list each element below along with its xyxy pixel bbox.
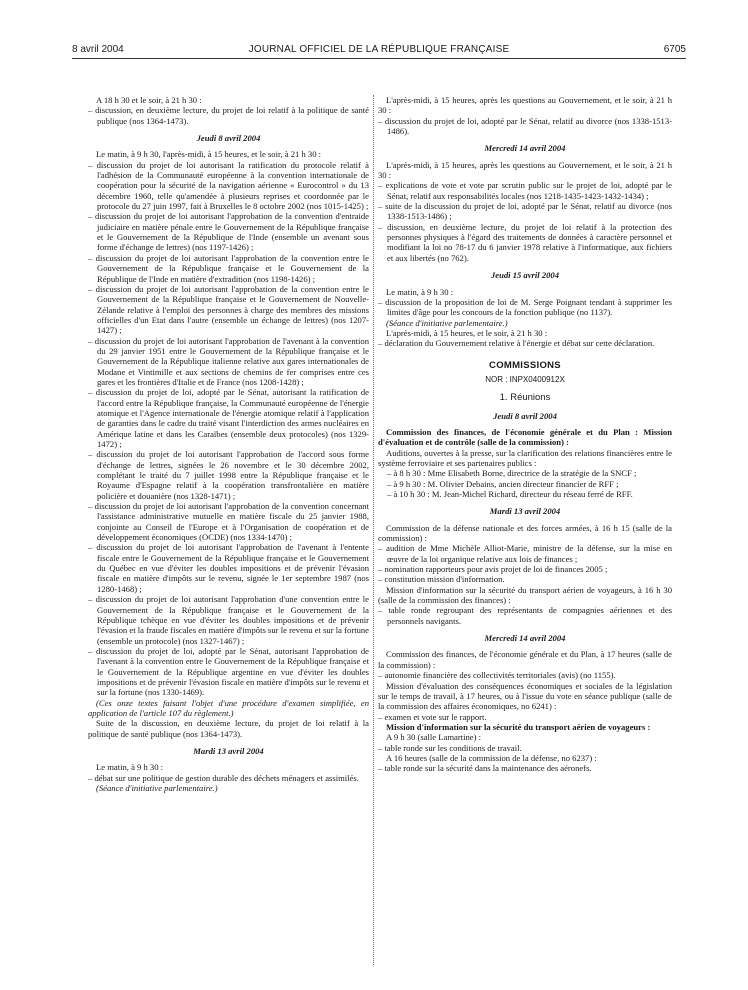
agenda-item: – audition de Mme Michèle Alliot-Marie, ministre de la défense, sur la mise en œuvre de la loi organique relative aux lois de finances ; xyxy=(378,543,672,564)
paragraph: (Séance d'initiative parlementaire.) xyxy=(96,783,218,793)
day-heading: Mercredi 14 avril 2004 xyxy=(484,143,566,154)
paragraph: Commission de la défense nationale et des forces armées, à 16 h 15 (salle de la commission) : xyxy=(378,522,672,544)
right-column xyxy=(378,95,672,774)
agenda-item: – discussion du projet de loi, adopté par le Sénat, autorisant l'approbation de l'avenant à la convention entre le Gouvernement de la République française et le Gouvernement de la République argentine en vue d'éviter les doubles impositions et de prévenir l'évasion fiscale en matière d'impôts sur le revenu et sur la fortune (nos 1330-1469). xyxy=(88,645,369,698)
paragraph: A 9 h 30 (salle Lamartine) : xyxy=(386,732,481,743)
paragraph: COMMISSIONS xyxy=(489,359,561,371)
agenda-item: – déclaration du Gouvernement relative à l'énergie et débat sur cette déclaration. xyxy=(378,338,655,349)
page-number: 6705 xyxy=(663,44,686,55)
paragraph: (Séance d'initiative parlementaire.) xyxy=(386,317,508,328)
paragraph: NOR : INPX0400912X xyxy=(485,374,565,384)
agenda-item: – table ronde sur les conditions de travail. xyxy=(378,742,522,753)
day-heading: Jeudi 15 avril 2004 xyxy=(490,270,560,281)
agenda-item: – table ronde regroupant des représentants de compagnies aériennes et des personnels navigants. xyxy=(378,605,672,626)
agenda-item: – discussion du projet de loi autorisant la ratification du protocole relatif à l'adhésion de la Communauté européenne à la convention internationale de coopération pour la sécurité de la navigation aérienne « Eurocontrol » du 13 décembre 1960, telle qu'amendée à plusieurs reprises et coordonnée par le protocole du 27 juin 1997, fait à Bruxelles le 8 octobre 2002 (nos 1015-1425) ; xyxy=(88,159,369,212)
paragraph: Mission d'information sur la sécurité du transport aérien de voyageurs, à 16 h 30 (salle de la commission des finances) : xyxy=(378,584,672,606)
paragraph: L'après-midi, à 15 heures, après les questions au Gouvernement, et le soir, à 21 h 30 : xyxy=(378,159,672,181)
agenda-item: – discussion de la proposition de loi de M. Serge Poignant tendant à supprimer les limites d'âge pour les concours de la fonction publique (no 1137). xyxy=(378,296,672,318)
agenda-item: – discussion du projet de loi autorisant l'approbation d'une convention entre le Gouvernement de la République française et le Gouvernement de la République tchèque en vue d'éviter les doubles impositions et de prévenir l'évasion et la fraude fiscales en matière d'impôts sur le revenu et sur la fortune (ensemble un protocole) (nos 1327-1467) ; xyxy=(88,594,369,646)
agenda-item: – discussion du projet de loi autorisant l'approbation de l'avenant à l'entente fiscale entre le Gouvernement de la République française et le Gouvernement du Québec en vue d'éviter les doubles impositions et de prévenir l'évasion fiscale en matière d'impôts sur le revenu, signée le 1er septembre 1987 (nos 1280-1468) ; xyxy=(88,542,369,594)
agenda-item: – discussion du projet de loi autorisant l'approbation de l'accord sous forme d'échange de lettres, signées le 26 novembre et le 30 décembre 2002, complétant le traité du 7 juillet 1998 entre la République française et le Royaume d'Espagne relatif à la coopération transfrontalière en matière policière et douanière (nos 1328-1471) ; xyxy=(88,449,369,501)
left-column xyxy=(88,95,369,793)
agenda-item: – explications de vote et vote par scrutin public sur le projet de loi, adopté par le Sénat, relatif aux responsabilités locales (nos 1218-1435-1423-1432-1434) ; xyxy=(378,180,672,201)
agenda-item: – suite de la discussion du projet de loi, adopté par le Sénat, relatif au divorce (nos 1338-1513-1486) ; xyxy=(378,201,672,222)
paragraph: Commission des finances, de l'économie générale et du Plan : Mission d'évaluation et de contrôle (salle de la commission) : xyxy=(378,426,672,448)
paragraph: Commission des finances, de l'économie générale et du Plan, à 17 heures (salle de la commission) : xyxy=(378,649,672,670)
page-header xyxy=(72,44,686,59)
agenda-item: – examen et vote sur le rapport. xyxy=(378,711,487,722)
paragraph: 1. Réunions xyxy=(499,392,551,404)
day-heading: Mercredi 14 avril 2004 xyxy=(484,633,566,644)
agenda-item: – discussion du projet de loi autorisant l'approbation de la convention entre le Gouvernement de la République française et le Gouvernement de la République de l'Inde en matière d'extradition (nos 1198-1426) ; xyxy=(88,252,369,284)
paragraph: (Ces onze textes faisant l'objet d'une procédure d'examen simplifiée, en application de l'article 107 du règlement.) xyxy=(88,697,369,718)
agenda-item: – discussion, en deuxième lecture, du projet de loi relatif à la protection des personnes physiques à l'égard des traitements de données à caractère personnel et modifiant la loi no 78-17 du 6 janvier 1978 relative à l'informatique, aux fichiers et aux libertés (no 762). xyxy=(378,221,672,263)
day-heading: Jeudi 8 avril 2004 xyxy=(196,133,261,144)
paragraph: Mission d'évaluation des conséquences économiques et sociales de la législation sur le temps de travail, à 17 heures, ou à l'issue du vote en séance publique (salle de la commission des affaires économiques, no 6241) : xyxy=(378,680,672,712)
paragraph: A 18 h 30 et le soir, à 21 h 30 : xyxy=(96,95,202,105)
paragraph: Auditions, ouvertes à la presse, sur la clarification des relations financières entre le système ferroviaire et ses partenaires publics : xyxy=(378,447,672,468)
agenda-item: – à 9 h 30 : M. Olivier Debains, ancien directeur financier de RFF ; xyxy=(387,478,619,489)
paragraph: Suite de la discussion, en deuxième lecture, du projet de loi relatif à la politique de santé publique (nos 1364-1473). xyxy=(88,718,369,739)
agenda-item: – débat sur une politique de gestion durable des déchets ménagers et assimilés. xyxy=(88,772,359,783)
agenda-item: – à 10 h 30 : M. Jean-Michel Richard, directeur du réseau ferré de RFF. xyxy=(387,489,633,499)
agenda-item: – discussion, en deuxième lecture, du projet de loi relatif à la politique de santé publique (nos 1364-1473). xyxy=(88,105,369,126)
agenda-item: – autonomie financière des collectivités territoriales (avis) (no 1155). xyxy=(378,670,616,681)
agenda-item: – table ronde sur la sécurité dans la maintenance des aéronefs. xyxy=(378,763,592,774)
header-date: 8 avril 2004 xyxy=(72,44,124,55)
agenda-item: – discussion du projet de loi, adopté par le Sénat, relatif au divorce (nos 1338-1513-1486). xyxy=(378,115,672,137)
agenda-item: – discussion du projet de loi, adopté par le Sénat, autorisant la ratification de l'accord entre la République française, la Communauté européenne de l'énergie atomique et l'Agence internationale de l'énergie atomique relatif à l'application de garanties dans le cadre du traité visant l'interdiction des armes nucléaires en Amérique latine et dans les Caraïbes (ensemble deux protocoles) (nos 1329-1472) ; xyxy=(88,387,369,449)
day-heading: Jeudi 8 avril 2004 xyxy=(493,410,557,421)
paragraph: L'après-midi, à 15 heures, et le soir, à 21 h 30 : xyxy=(386,327,548,338)
paragraph: Le matin, à 9 h 30 : xyxy=(96,762,164,773)
agenda-item: – discussion du projet de loi autorisant l'approbation de la convention concernant l'assistance administrative mutuelle en matière fiscale du 25 janvier 1988, conjointe au Conseil de l'Europe et à l'Organisation de coopération et de développement économiques (OCDE) (nos 1334-1470) ; xyxy=(88,501,369,543)
paragraph: L'après-midi, à 15 heures, après les questions au Gouvernement, et le soir, à 21 h 30 : xyxy=(378,95,672,116)
agenda-item: – discussion du projet de loi autorisant l'approbation de la convention d'entraide judiciaire en matière pénale entre le Gouvernement de la République française et le Gouvernement de la République de l'Inde (ensemble un avenant sous forme d'échange de lettres) (nos 1197-1426) ; xyxy=(88,211,369,253)
agenda-item: – discussion du projet de loi autorisant l'approbation de la convention entre le Gouvernement de la République française et le Gouvernement de Nouvelle-Zélande relative à l'emploi des personnes à charge des membres des missions officielles d'un Etat dans l'autre (ensemble un échange de lettres) (nos 1207-1427) ; xyxy=(88,283,369,336)
paragraph: Le matin, à 9 h 30 : xyxy=(386,286,454,297)
agenda-item: – à 8 h 30 : Mme Elisabeth Borne, directrice de la stratégie de la SNCF ; xyxy=(387,468,637,479)
day-heading: Mardi 13 avril 2004 xyxy=(489,506,561,517)
paragraph: Le matin, à 9 h 30, l'après-midi, à 15 heures, et le soir, à 21 h 30 : xyxy=(96,149,322,160)
column-separator xyxy=(373,95,374,965)
agenda-item: – constitution mission d'information. xyxy=(378,574,505,585)
agenda-item: – nomination rapporteurs pour avis projet de loi de finances 2005 ; xyxy=(378,564,608,575)
day-heading: Mardi 13 avril 2004 xyxy=(193,745,264,756)
journal-title: JOURNAL OFFICIEL DE LA RÉPUBLIQUE FRANÇAISE xyxy=(248,44,510,55)
agenda-item: – discussion du projet de loi autorisant l'approbation de l'avenant à la convention du 29 janvier 1951 entre le Gouvernement de la République française et le Gouvernement de la République italienne relative aux gares internationales de Modane et Vintimille et aux sections de chemins de fer comprises entre ces gares et les frontières d'Italie et de France (nos 1208-1428) ; xyxy=(88,335,369,387)
paragraph: Mission d'information sur la sécurité du transport aérien de voyageurs : xyxy=(386,721,651,732)
paragraph: A 16 heures (salle de la commission de la défense, no 6237) : xyxy=(386,752,597,763)
